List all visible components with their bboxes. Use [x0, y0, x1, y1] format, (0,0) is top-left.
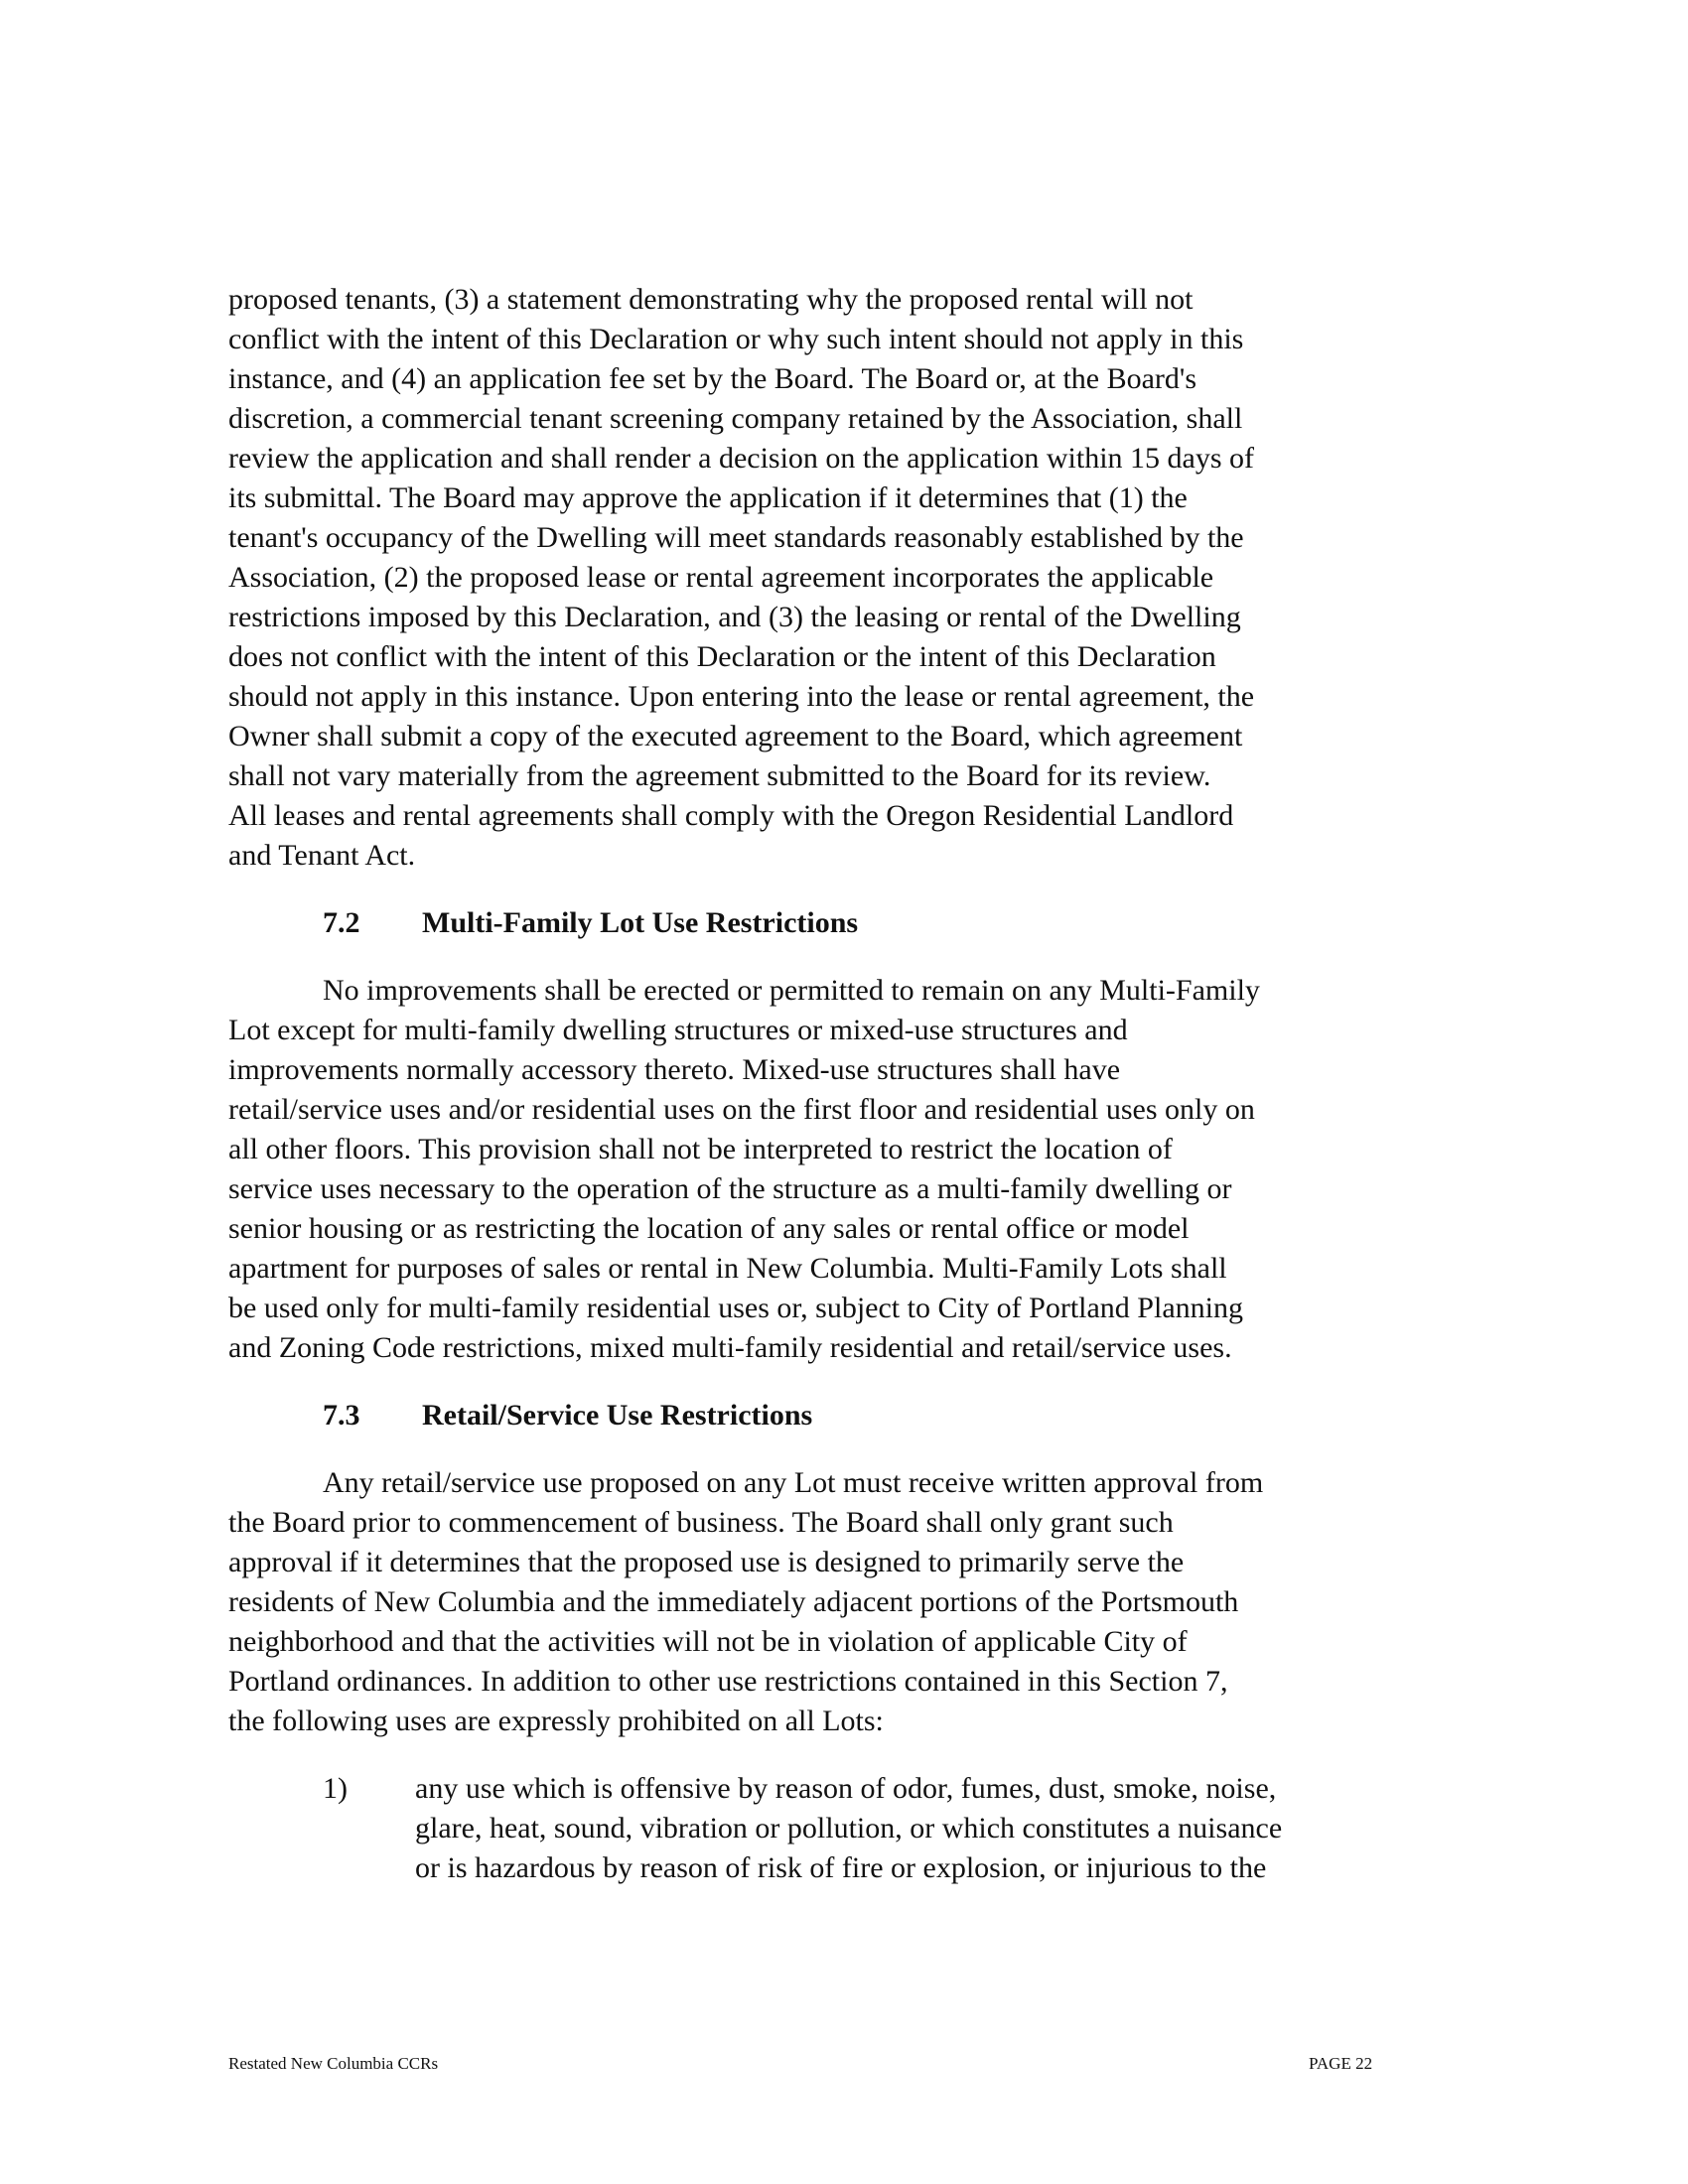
paragraph-line: discretion, a commercial tenant screening company retained by the Association, shall — [228, 402, 1243, 435]
section-7-2-heading — [228, 903, 1400, 943]
section-7-3-paragraph — [228, 1463, 1400, 1741]
paragraph-line: instance, and (4) an application fee set by the Board. The Board or, at the Board's — [228, 362, 1196, 395]
section-number: 7.3 — [323, 1399, 360, 1432]
paragraph-line: Association, (2) the proposed lease or rental agreement incorporates the applicable — [228, 561, 1214, 594]
paragraph-line: senior housing or as restricting the location of any sales or rental office or model — [228, 1212, 1190, 1245]
paragraph-line: conflict with the intent of this Declaration or why such intent should not apply in this — [228, 323, 1244, 355]
paragraph-line: No improvements shall be erected or permitted to remain on any Multi-Family — [323, 974, 1260, 1007]
page-content — [228, 280, 1400, 1888]
paragraph-line: improvements normally accessory thereto. Mixed-use structures shall have — [228, 1053, 1121, 1086]
paragraph-line: tenant's occupancy of the Dwelling will meet standards reasonably established by the — [228, 521, 1244, 554]
paragraph-line: does not conflict with the intent of this Declaration or the intent of this Declaration — [228, 640, 1216, 673]
paragraph-line: Portland ordinances. In addition to other use restrictions contained in this Section 7, — [228, 1665, 1228, 1698]
list-item-body — [228, 1769, 1400, 1888]
list-line: any use which is offensive by reason of odor, fumes, dust, smoke, noise, — [415, 1772, 1277, 1805]
paragraph-line: proposed tenants, (3) a statement demonstrating why the proposed rental will not — [228, 283, 1194, 316]
paragraph-line: Lot except for multi-family dwelling structures or mixed-use structures and — [228, 1014, 1128, 1046]
list-marker: 1) — [323, 1772, 348, 1805]
paragraph-line: review the application and shall render a decision on the application within 15 days of — [228, 442, 1255, 475]
section-number: 7.2 — [323, 906, 360, 939]
section-7-3-heading — [228, 1396, 1400, 1435]
section-title: Retail/Service Use Restrictions — [422, 1399, 813, 1432]
paragraph-line: should not apply in this instance. Upon entering into the lease or rental agreement, the — [228, 680, 1255, 713]
section-title: Multi-Family Lot Use Restrictions — [422, 906, 859, 939]
paragraph-line: apartment for purposes of sales or rental in New Columbia. Multi-Family Lots shall — [228, 1252, 1227, 1285]
footer-page-number: PAGE 22 — [1309, 2054, 1373, 2073]
paragraph-line: and Zoning Code restrictions, mixed multi-family residential and retail/service uses. — [228, 1331, 1232, 1364]
paragraph-line: neighborhood and that the activities will not be in violation of applicable City of — [228, 1625, 1188, 1658]
list-item — [228, 1769, 1400, 1888]
paragraph-line: retail/service uses and/or residential uses on the first floor and residential uses only on — [228, 1093, 1255, 1126]
paragraph-line: Owner shall submit a copy of the executed agreement to the Board, which agreement — [228, 720, 1243, 752]
paragraph-line: all other floors. This provision shall not be interpreted to restrict the location of — [228, 1133, 1173, 1165]
paragraph-line: the Board prior to commencement of business. The Board shall only grant such — [228, 1506, 1174, 1539]
footer-document-title: Restated New Columbia CCRs — [228, 2054, 439, 2073]
continuation-paragraph — [228, 280, 1400, 876]
list-line: or is hazardous by reason of risk of fire or explosion, or injurious to the — [415, 1851, 1267, 1884]
paragraph-line: Any retail/service use proposed on any Lot must receive written approval from — [323, 1466, 1264, 1499]
paragraph-line: All leases and rental agreements shall comply with the Oregon Residential Landlord — [228, 799, 1234, 832]
section-7-2-paragraph — [228, 971, 1400, 1368]
paragraph-line: the following uses are expressly prohibited on all Lots: — [228, 1705, 884, 1737]
paragraph-line: residents of New Columbia and the immediately adjacent portions of the Portsmouth — [228, 1585, 1239, 1618]
paragraph-line: be used only for multi-family residential uses or, subject to City of Portland Planning — [228, 1292, 1243, 1324]
paragraph-line: approval if it determines that the proposed use is designed to primarily serve the — [228, 1546, 1185, 1578]
paragraph-line: its submittal. The Board may approve the application if it determines that (1) the — [228, 481, 1188, 514]
paragraph-line: and Tenant Act. — [228, 839, 416, 872]
paragraph-line: shall not vary materially from the agreement submitted to the Board for its review. — [228, 759, 1211, 792]
list-line: glare, heat, sound, vibration or pollution, or which constitutes a nuisance — [415, 1812, 1283, 1844]
paragraph-line: service uses necessary to the operation of the structure as a multi-family dwelling or — [228, 1172, 1232, 1205]
paragraph-line: restrictions imposed by this Declaration, and (3) the leasing or rental of the Dwelling — [228, 601, 1241, 633]
